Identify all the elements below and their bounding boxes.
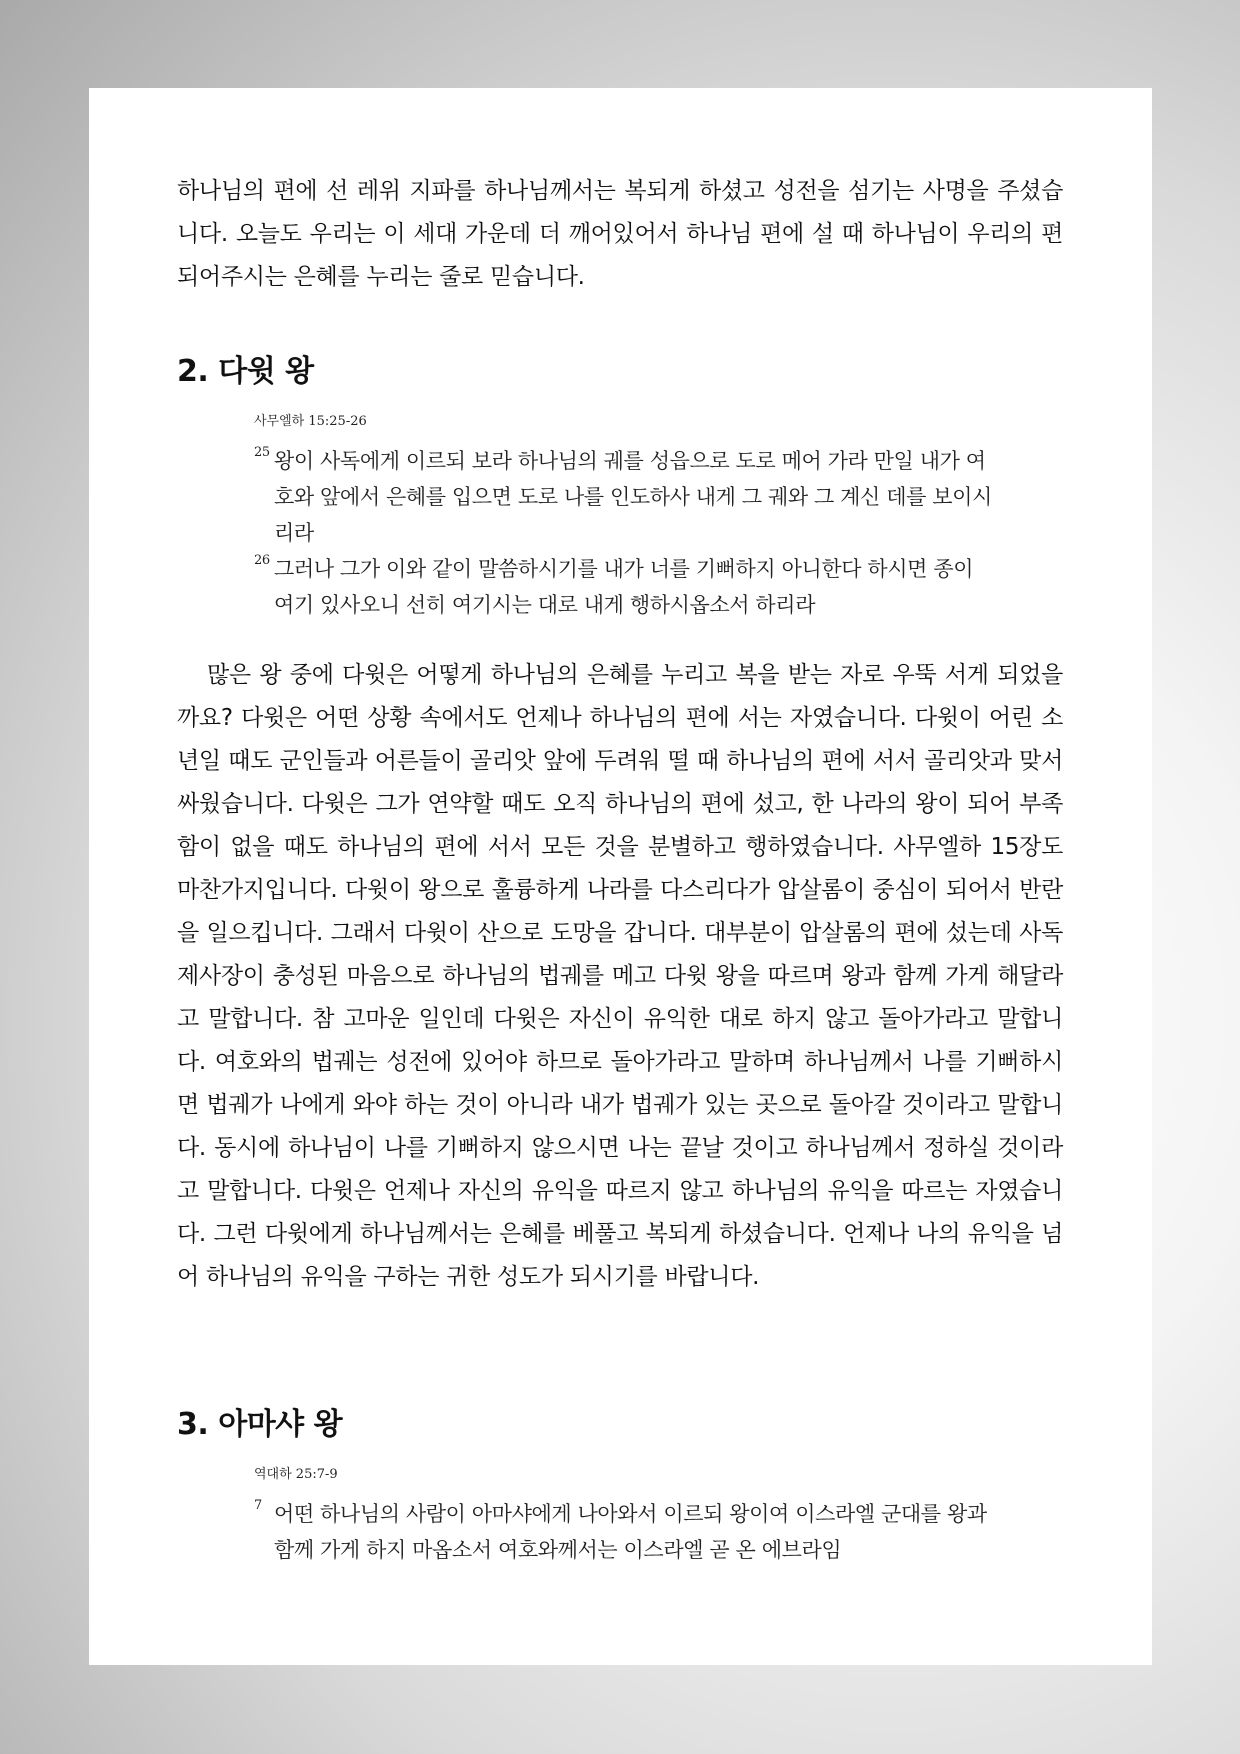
verse-list: [254, 443, 994, 623]
section-david: [177, 346, 1063, 390]
scripture-block: [254, 1463, 994, 1568]
verse-text: 어떤 하나님의 사람이 아마샤에게 나아와서 이르되 왕이여 이스라엘 군대를 왕과 함께 가게 하지 마옵소서 여호와께서는 이스라엘 곧 온 에브라임: [274, 1502, 987, 1562]
scripture-reference: 역대하 25:7-9: [254, 1467, 338, 1482]
paragraph-text: 많은 왕 중에 다윗은 어떻게 하나님의 은혜를 누리고 복을 받는 자로 우뚝 서게 되었을까요? 다윗은 어떤 상황 속에서도 언제나 하나님의 편에 서는 자였습니다. 다윗이 어린 소년일 때도 군인들과 어른들이 골리앗 앞에 두려워 떨 때 하나님의 편에 서서 골리앗과 맞서 싸웠습니다. 다윗은 그가 연약할 때도 오직 하나님의 편에 섰고, 한 나라의 왕이 되어 부족함이 없을 때도 하나님의 편에 서서 모든 것을 분별하고 행하였습니다. 사무엘하 15장도 마찬가지입니다. 다윗이 왕으로 훌륭하게 나라를 다스리다가 압살롬이 중심이 되어서 반란을 일으킵니다. 그래서 다윗이 산으로 도망을 갑니다. 대부분이 압살롬의 편에 섰는데 사독 제사장이 충성된 마음으로 하나님의 법궤를 메고 다윗 왕을 따르며 왕과 함께 가게 해달라고 말합니다. 참 고마운 일인데 다윗은 자신이 유익한 대로 하지 않고 돌아가라고 말합니다. 여호와의 법궤는 성전에 있어야 하므로 돌아가라고 말하며 하나님께서 나를 기뻐하시면 법궤가 나에게 와야 하는 것이 아니라 내가 법궤가 있는 곳으로 돌아갈 것이라고 말합니다. 동시에 하나님이 나를 기뻐하지 않으시면 나는 끝날 것이고 하나님께서 정하실 것이라고 말합니다. 다윗은 언제나 자신의 유익을 따르지 않고 하나님의 유익을 따르는 자였습니다. 그런 다윗에게 하나님께서는 은혜를 베풀고 복되게 하셨습니다. 언제나 나의 유익을 넘어 하나님의 유익을 구하는 귀한 성도가 되시기를 바랍니다.: [177, 662, 1063, 1290]
section-heading: 3. 아마샤 왕: [177, 1407, 343, 1442]
david-paragraph-block: [177, 654, 1063, 1299]
verse-list: [254, 1496, 994, 1568]
intro-paragraph: 하나님의 편에 선 레위 지파를 하나님께서는 복되게 하셨고 성전을 섬기는 사명을 주셨습니다. 오늘도 우리는 이 세대 가운데 더 깨어있어서 하나님 편에 설 때 하나님이 우리의 편 되어주시는 은혜를 누리는 줄로 믿습니다.: [177, 178, 1063, 290]
verse-text: 왕이 사독에게 이르되 보라 하나님의 궤를 성읍으로 도로 메어 가라 만일 내가 여호와 앞에서 은혜를 입으면 도로 나를 인도하사 내게 그 궤와 그 계신 데를 보이시리라: [274, 449, 992, 545]
verse-number: 7: [254, 1498, 262, 1513]
document-page: [89, 88, 1152, 1665]
body-paragraph: [177, 654, 1063, 1299]
verse: [254, 443, 994, 551]
section-amaziah: [177, 1399, 1063, 1443]
scripture-block: [254, 410, 994, 623]
section-heading: 2. 다윗 왕: [177, 354, 314, 389]
verse-text: 그러나 그가 이와 같이 말씀하시기를 내가 너를 기뻐하지 아니한다 하시면 종이 여기 있사오니 선히 여기시는 대로 내게 행하시옵소서 하리라: [274, 557, 974, 617]
scripture-reference: 사무엘하 15:25-26: [254, 414, 367, 429]
verse: [254, 1496, 994, 1568]
verse: [254, 551, 994, 623]
verse-number: 26: [254, 553, 270, 568]
verse-number: 25: [254, 445, 270, 460]
intro-section: [177, 170, 1063, 299]
